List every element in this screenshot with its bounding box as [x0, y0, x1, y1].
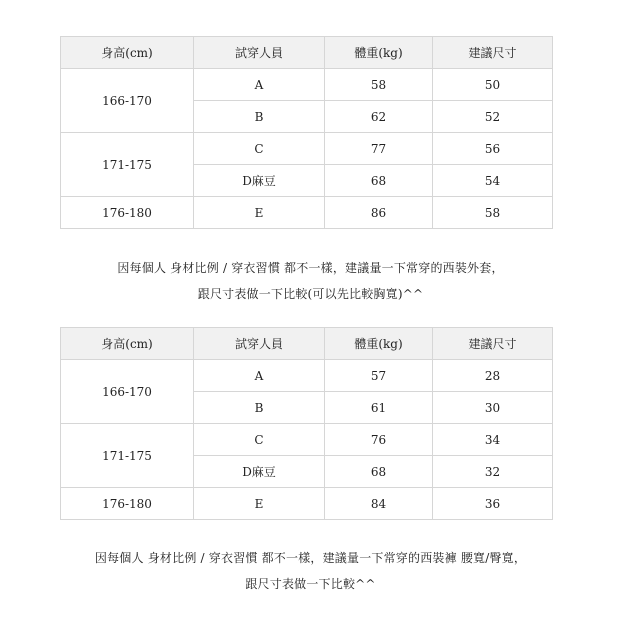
header-person: 試穿人員 — [194, 328, 325, 360]
header-weight: 體重(kg) — [325, 37, 433, 69]
person-cell: E — [194, 488, 325, 520]
weight-cell: 61 — [325, 392, 433, 424]
table-row — [61, 133, 553, 165]
weight-cell: 84 — [325, 488, 433, 520]
height-cell: 166-170 — [61, 360, 194, 424]
header-weight: 體重(kg) — [325, 328, 433, 360]
person-cell: A — [194, 69, 325, 101]
weight-cell: 57 — [325, 360, 433, 392]
size-cell: 54 — [433, 165, 553, 197]
table-header-row — [61, 328, 553, 360]
note-line: 因每個人 身材比例 / 穿衣習慣 都不一樣，建議量一下常穿的西裝褲 腰寬/臀寬， — [94, 551, 527, 565]
size-table-trousers — [60, 327, 553, 520]
person-cell: B — [194, 101, 325, 133]
person-cell: A — [194, 360, 325, 392]
height-cell: 171-175 — [61, 133, 194, 197]
height-cell: 171-175 — [61, 424, 194, 488]
person-cell: E — [194, 197, 325, 229]
weight-cell: 86 — [325, 197, 433, 229]
weight-cell: 68 — [325, 456, 433, 488]
table-row — [61, 69, 553, 101]
table-row — [61, 197, 553, 229]
size-cell: 28 — [433, 360, 553, 392]
person-cell: C — [194, 133, 325, 165]
weight-cell: 77 — [325, 133, 433, 165]
header-height: 身高(cm) — [61, 37, 194, 69]
size-cell: 34 — [433, 424, 553, 456]
height-cell: 176-180 — [61, 197, 194, 229]
person-cell: D麻豆 — [194, 165, 325, 197]
person-cell: B — [194, 392, 325, 424]
table-header-row — [61, 37, 553, 69]
weight-cell: 62 — [325, 101, 433, 133]
note-line: 跟尺寸表做一下比較(可以先比較胸寬)^^ — [197, 287, 424, 301]
note-line: 跟尺寸表做一下比較^^ — [245, 577, 376, 591]
table-row — [61, 424, 553, 456]
header-size: 建議尺寸 — [433, 328, 553, 360]
size-cell: 58 — [433, 197, 553, 229]
size-cell: 50 — [433, 69, 553, 101]
table-row — [61, 488, 553, 520]
weight-cell: 68 — [325, 165, 433, 197]
header-person: 試穿人員 — [194, 37, 325, 69]
height-cell: 176-180 — [61, 488, 194, 520]
trousers-fit-note — [0, 545, 621, 597]
jacket-fit-note — [0, 255, 621, 307]
height-cell: 166-170 — [61, 69, 194, 133]
header-size: 建議尺寸 — [433, 37, 553, 69]
size-cell: 30 — [433, 392, 553, 424]
header-height: 身高(cm) — [61, 328, 194, 360]
size-cell: 56 — [433, 133, 553, 165]
size-table-jacket — [60, 36, 553, 229]
size-cell: 32 — [433, 456, 553, 488]
size-cell: 36 — [433, 488, 553, 520]
note-line: 因每個人 身材比例 / 穿衣習慣 都不一樣，建議量一下常穿的西裝外套， — [117, 261, 504, 275]
weight-cell: 58 — [325, 69, 433, 101]
table-row — [61, 360, 553, 392]
person-cell: D麻豆 — [194, 456, 325, 488]
size-cell: 52 — [433, 101, 553, 133]
weight-cell: 76 — [325, 424, 433, 456]
person-cell: C — [194, 424, 325, 456]
